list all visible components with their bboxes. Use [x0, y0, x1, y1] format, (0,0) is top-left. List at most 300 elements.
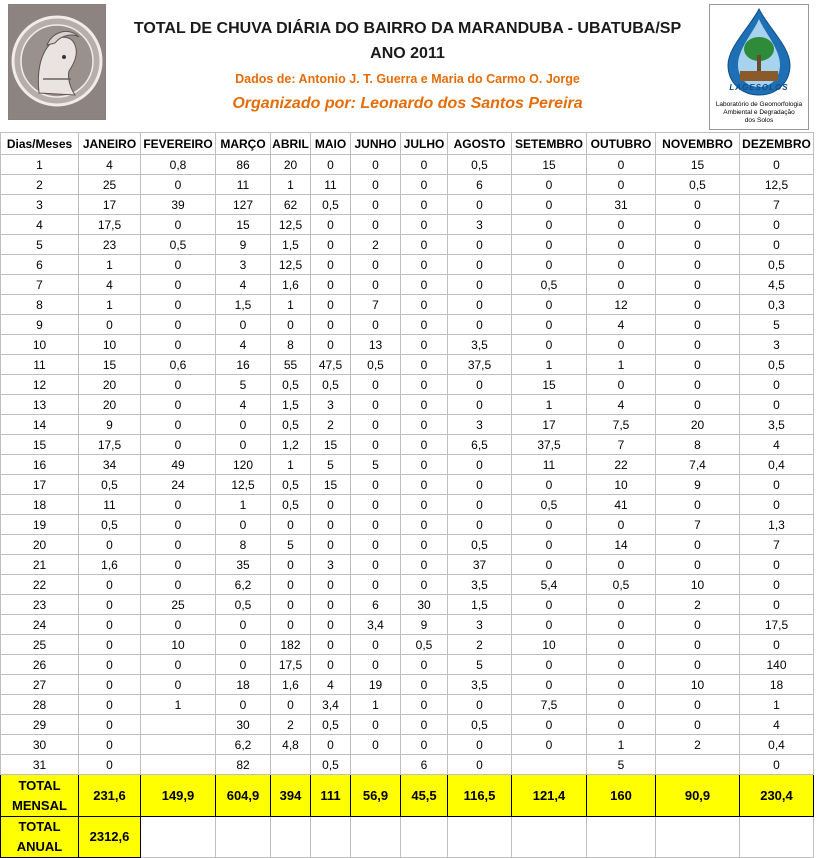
table-row [1, 395, 814, 415]
day-cell: 24 [1, 615, 79, 635]
table-row [1, 235, 814, 255]
rainfall-cell: 0,5 [271, 475, 311, 495]
rainfall-cell: 3,4 [351, 615, 401, 635]
monthly-total-row [1, 775, 814, 817]
table-row [1, 415, 814, 435]
rainfall-cell: 0 [401, 675, 448, 695]
rainfall-cell: 7 [656, 515, 740, 535]
rainfall-cell: 0 [401, 515, 448, 535]
rainfall-cell: 15 [311, 435, 351, 455]
lagesolos-logo [709, 4, 809, 130]
column-header: FEVEREIRO [141, 133, 216, 155]
rainfall-cell: 23 [79, 235, 141, 255]
empty-cell [512, 817, 587, 858]
rainfall-cell: 0 [740, 235, 814, 255]
rainfall-cell: 0 [79, 595, 141, 615]
rainfall-cell: 0 [141, 575, 216, 595]
rainfall-cell: 0 [351, 735, 401, 755]
rainfall-cell: 0 [448, 735, 512, 755]
table-row [1, 755, 814, 775]
rainfall-cell: 2 [351, 235, 401, 255]
rainfall-cell: 0 [351, 635, 401, 655]
rainfall-cell: 0 [656, 275, 740, 295]
rainfall-cell: 2 [448, 635, 512, 655]
rainfall-cell: 0 [351, 555, 401, 575]
table-row [1, 275, 814, 295]
rainfall-cell: 0 [141, 435, 216, 455]
rainfall-cell: 0 [512, 735, 587, 755]
rainfall-cell: 0 [141, 535, 216, 555]
rainfall-cell: 17 [512, 415, 587, 435]
rainfall-cell: 0 [587, 555, 656, 575]
day-cell: 10 [1, 335, 79, 355]
rainfall-cell: 0 [740, 755, 814, 775]
rainfall-cell: 8 [216, 535, 271, 555]
rainfall-cell: 3,5 [448, 575, 512, 595]
rainfall-cell: 7,5 [512, 695, 587, 715]
rainfall-cell [141, 755, 216, 775]
rainfall-cell: 0 [401, 435, 448, 455]
rainfall-cell: 0 [587, 215, 656, 235]
rainfall-cell: 5,4 [512, 575, 587, 595]
rainfall-cell: 1,6 [79, 555, 141, 575]
rainfall-cell: 3 [311, 395, 351, 415]
rainfall-cell: 6 [401, 755, 448, 775]
rainfall-cell: 2 [271, 715, 311, 735]
rainfall-cell: 20 [656, 415, 740, 435]
rainfall-cell: 7 [740, 195, 814, 215]
rainfall-cell: 0 [448, 455, 512, 475]
rainfall-cell: 0 [141, 415, 216, 435]
rainfall-cell: 5 [587, 755, 656, 775]
rainfall-cell: 37,5 [448, 355, 512, 375]
rainfall-cell: 0 [216, 515, 271, 535]
rainfall-cell: 0,5 [141, 235, 216, 255]
rainfall-cell: 0 [656, 355, 740, 375]
rainfall-cell: 7 [587, 435, 656, 455]
university-emblem-logo [8, 4, 106, 120]
table-row [1, 615, 814, 635]
empty-cell [740, 817, 814, 858]
rainfall-cell: 0 [656, 195, 740, 215]
rainfall-cell: 12,5 [271, 255, 311, 275]
rainfall-cell: 3 [448, 415, 512, 435]
rainfall-cell: 7 [740, 535, 814, 555]
rainfall-cell: 6,5 [448, 435, 512, 455]
day-cell: 25 [1, 635, 79, 655]
rainfall-cell: 0 [141, 315, 216, 335]
table-row [1, 315, 814, 335]
rainfall-cell: 20 [271, 155, 311, 175]
rainfall-cell: 0 [448, 275, 512, 295]
rainfall-cell: 0 [351, 515, 401, 535]
rainfall-cell: 0 [79, 615, 141, 635]
monthly-total-cell: 111 [311, 775, 351, 817]
rainfall-cell: 0 [401, 295, 448, 315]
rainfall-cell: 12,5 [271, 215, 311, 235]
rainfall-cell: 0 [351, 495, 401, 515]
column-header: NOVEMBRO [656, 133, 740, 155]
rainfall-cell: 0 [311, 735, 351, 755]
rainfall-cell [141, 715, 216, 735]
rainfall-cell: 0 [401, 575, 448, 595]
rainfall-cell: 0 [351, 275, 401, 295]
rainfall-cell: 0 [79, 635, 141, 655]
rainfall-cell: 55 [271, 355, 311, 375]
table-row [1, 655, 814, 675]
rainfall-cell: 0 [401, 375, 448, 395]
rainfall-cell: 0 [448, 495, 512, 515]
rainfall-cell: 0 [401, 215, 448, 235]
rainfall-cell: 1 [587, 355, 656, 375]
rainfall-cell: 5 [448, 655, 512, 675]
rainfall-cell: 0 [656, 395, 740, 415]
rainfall-cell: 8 [656, 435, 740, 455]
rainfall-cell: 86 [216, 155, 271, 175]
day-cell: 3 [1, 195, 79, 215]
rainfall-cell: 0 [216, 615, 271, 635]
rainfall-cell: 0 [216, 315, 271, 335]
rainfall-cell: 0 [401, 355, 448, 375]
rainfall-cell: 0,5 [271, 415, 311, 435]
monthly-total-cell: 231,6 [79, 775, 141, 817]
rainfall-cell: 0 [512, 615, 587, 635]
rainfall-cell: 0 [401, 395, 448, 415]
rainfall-cell: 3 [448, 615, 512, 635]
rainfall-cell: 0 [311, 515, 351, 535]
rainfall-cell: 0 [311, 615, 351, 635]
rainfall-cell: 0 [351, 575, 401, 595]
rainfall-cell: 7,4 [656, 455, 740, 475]
rainfall-table [0, 132, 814, 858]
rainfall-cell: 0 [587, 255, 656, 275]
rainfall-cell: 0 [656, 615, 740, 635]
rainfall-cell: 0 [512, 555, 587, 575]
table-row [1, 455, 814, 475]
rainfall-cell: 0 [141, 275, 216, 295]
rainfall-cell: 1,6 [271, 275, 311, 295]
rainfall-cell: 15 [512, 155, 587, 175]
rainfall-cell: 16 [216, 355, 271, 375]
rainfall-cell: 22 [587, 455, 656, 475]
rainfall-cell: 0 [351, 415, 401, 435]
header [0, 0, 819, 132]
rainfall-cell: 0 [141, 175, 216, 195]
rainfall-cell: 6,2 [216, 575, 271, 595]
rainfall-cell: 0 [512, 515, 587, 535]
annual-total-value: 2312,6 [79, 817, 141, 858]
monthly-total-cell: 45,5 [401, 775, 448, 817]
rainfall-cell: 12 [587, 295, 656, 315]
table-row [1, 555, 814, 575]
day-cell: 22 [1, 575, 79, 595]
day-cell: 8 [1, 295, 79, 315]
day-cell: 9 [1, 315, 79, 335]
rainfall-cell: 30 [401, 595, 448, 615]
monthly-total-cell: 394 [271, 775, 311, 817]
rainfall-cell: 14 [587, 535, 656, 555]
rainfall-cell: 9 [79, 415, 141, 435]
rainfall-cell: 0,5 [656, 175, 740, 195]
annual-total-label-line-2: ANUAL [16, 839, 63, 854]
rainfall-cell: 0 [216, 635, 271, 655]
table-row [1, 515, 814, 535]
rainfall-cell: 0 [216, 435, 271, 455]
rainfall-cell: 4,5 [740, 275, 814, 295]
rainfall-cell: 1 [271, 175, 311, 195]
rainfall-cell: 0 [512, 255, 587, 275]
rainfall-cell: 62 [271, 195, 311, 215]
rainfall-cell: 0 [656, 295, 740, 315]
rainfall-cell: 0 [512, 335, 587, 355]
rainfall-cell: 0,5 [401, 635, 448, 655]
rainfall-cell: 1 [512, 395, 587, 415]
rainfall-cell: 0 [216, 655, 271, 675]
rainfall-cell: 0 [311, 255, 351, 275]
rainfall-cell: 0 [351, 655, 401, 675]
rainfall-cell: 0,4 [740, 455, 814, 475]
rainfall-cell: 0 [401, 735, 448, 755]
rainfall-cell: 0 [79, 655, 141, 675]
column-header: JULHO [401, 133, 448, 155]
day-cell: 27 [1, 675, 79, 695]
rainfall-cell: 0 [311, 535, 351, 555]
rainfall-cell: 0 [401, 555, 448, 575]
rainfall-cell: 0,8 [141, 155, 216, 175]
rainfall-cell: 0 [740, 395, 814, 415]
rainfall-cell: 18 [740, 675, 814, 695]
rainfall-cell: 3 [740, 335, 814, 355]
rainfall-cell: 0 [141, 495, 216, 515]
rainfall-cell: 0,5 [351, 355, 401, 375]
table-row [1, 535, 814, 555]
day-cell: 19 [1, 515, 79, 535]
rainfall-cell: 0 [587, 715, 656, 735]
rainfall-cell: 0 [401, 455, 448, 475]
rainfall-cell: 0 [271, 575, 311, 595]
rainfall-cell: 0 [448, 475, 512, 495]
rainfall-cell: 3 [311, 555, 351, 575]
rainfall-cell: 1 [79, 255, 141, 275]
rainfall-table-container [0, 132, 814, 858]
table-row [1, 435, 814, 455]
day-cell: 12 [1, 375, 79, 395]
rainfall-cell: 0 [740, 595, 814, 615]
rainfall-cell: 1,2 [271, 435, 311, 455]
rainfall-cell: 0 [311, 635, 351, 655]
rainfall-cell: 8 [271, 335, 311, 355]
monthly-total-cell: 116,5 [448, 775, 512, 817]
rainfall-cell: 0 [216, 695, 271, 715]
rainfall-cell: 0 [448, 255, 512, 275]
rainfall-cell: 37,5 [512, 435, 587, 455]
rainfall-cell: 0 [79, 535, 141, 555]
rainfall-cell: 0 [79, 695, 141, 715]
rainfall-cell: 0 [351, 315, 401, 335]
rainfall-cell: 0 [141, 215, 216, 235]
rainfall-cell: 6 [351, 595, 401, 615]
rainfall-cell: 37 [448, 555, 512, 575]
rainfall-cell: 35 [216, 555, 271, 575]
rainfall-cell: 0 [656, 535, 740, 555]
rainfall-cell: 4 [216, 335, 271, 355]
table-row [1, 595, 814, 615]
rainfall-cell: 24 [141, 475, 216, 495]
monthly-total-label [1, 775, 79, 817]
rainfall-cell: 30 [216, 715, 271, 735]
rainfall-cell: 0,5 [216, 595, 271, 615]
rainfall-cell: 0,5 [740, 255, 814, 275]
rainfall-cell: 1 [79, 295, 141, 315]
day-cell: 11 [1, 355, 79, 375]
table-row [1, 155, 814, 175]
organized-by-text: Organizado por: Leonardo dos Santos Pereira [232, 95, 583, 112]
rainfall-cell: 0 [656, 235, 740, 255]
rainfall-cell: 0 [512, 215, 587, 235]
rainfall-cell: 1,5 [271, 235, 311, 255]
rainfall-cell: 0 [311, 235, 351, 255]
rainfall-cell: 10 [656, 575, 740, 595]
rainfall-cell: 0,5 [311, 375, 351, 395]
rainfall-cell: 0 [656, 215, 740, 235]
rainfall-cell: 0 [740, 155, 814, 175]
rainfall-cell: 4 [79, 275, 141, 295]
day-cell: 28 [1, 695, 79, 715]
rainfall-cell: 0 [311, 595, 351, 615]
rainfall-cell: 0 [141, 555, 216, 575]
rainfall-cell: 0 [141, 395, 216, 415]
data-source-text: Dados de: Antonio J. T. Guerra e Maria do Carmo O. Jorge [235, 72, 580, 86]
monthly-total-cell: 149,9 [141, 775, 216, 817]
rainfall-cell: 0 [79, 575, 141, 595]
day-cell: 4 [1, 215, 79, 235]
rainfall-cell: 17 [79, 195, 141, 215]
rainfall-cell: 0 [656, 555, 740, 575]
rainfall-cell: 0 [271, 555, 311, 575]
rainfall-cell: 4 [79, 155, 141, 175]
day-cell: 20 [1, 535, 79, 555]
table-row [1, 175, 814, 195]
monthly-total-cell: 90,9 [656, 775, 740, 817]
rainfall-cell: 5 [351, 455, 401, 475]
lagesolos-caption-1: Laboratório de Geomorfologia [715, 101, 803, 108]
rainfall-cell: 0,5 [311, 715, 351, 735]
rainfall-cell: 0 [401, 335, 448, 355]
rainfall-cell: 15 [311, 475, 351, 495]
rainfall-cell: 0 [587, 655, 656, 675]
rainfall-cell: 1 [141, 695, 216, 715]
rainfall-cell: 0 [401, 195, 448, 215]
day-cell: 30 [1, 735, 79, 755]
rainfall-cell: 2 [656, 595, 740, 615]
rainfall-cell: 0 [512, 535, 587, 555]
rainfall-cell: 0 [271, 615, 311, 635]
rainfall-cell: 0 [311, 575, 351, 595]
rainfall-cell: 0 [351, 435, 401, 455]
rainfall-cell: 0 [271, 515, 311, 535]
rainfall-cell: 0 [448, 315, 512, 335]
rainfall-cell: 0 [448, 375, 512, 395]
column-header: MARÇO [216, 133, 271, 155]
rainfall-cell: 4 [587, 395, 656, 415]
rainfall-cell: 31 [587, 195, 656, 215]
rainfall-cell: 5 [311, 455, 351, 475]
rainfall-cell: 41 [587, 495, 656, 515]
empty-cell [448, 817, 512, 858]
rainfall-cell: 0 [448, 295, 512, 315]
table-row [1, 375, 814, 395]
rainfall-cell: 9 [401, 615, 448, 635]
day-cell: 14 [1, 415, 79, 435]
rainfall-cell: 9 [216, 235, 271, 255]
monthly-total-cell: 230,4 [740, 775, 814, 817]
table-row [1, 255, 814, 275]
rainfall-cell: 0 [448, 515, 512, 535]
rainfall-cell: 0,5 [448, 155, 512, 175]
rainfall-cell: 0 [79, 715, 141, 735]
day-cell: 7 [1, 275, 79, 295]
rainfall-cell: 12,5 [740, 175, 814, 195]
rainfall-cell: 0 [587, 275, 656, 295]
rainfall-cell: 0,5 [311, 195, 351, 215]
rainfall-cell: 0 [401, 315, 448, 335]
rainfall-cell: 4 [740, 435, 814, 455]
rainfall-cell: 25 [79, 175, 141, 195]
rainfall-cell: 0 [512, 175, 587, 195]
column-header: JUNHO [351, 133, 401, 155]
rainfall-cell: 0 [79, 755, 141, 775]
day-cell: 31 [1, 755, 79, 775]
column-header: ABRIL [271, 133, 311, 155]
rainfall-cell: 3 [448, 215, 512, 235]
rainfall-cell: 0 [141, 255, 216, 275]
rainfall-cell: 19 [351, 675, 401, 695]
rainfall-cell: 0 [401, 235, 448, 255]
rainfall-cell: 120 [216, 455, 271, 475]
rainfall-cell: 0 [401, 655, 448, 675]
rainfall-cell: 0 [79, 675, 141, 695]
rainfall-cell: 0 [271, 595, 311, 615]
rainfall-cell: 0 [351, 475, 401, 495]
column-header: DEZEMBRO [740, 133, 814, 155]
rainfall-cell: 0 [79, 735, 141, 755]
rainfall-cell: 0 [401, 415, 448, 435]
rainfall-cell: 10 [141, 635, 216, 655]
rainfall-cell: 0 [141, 375, 216, 395]
day-cell: 18 [1, 495, 79, 515]
rainfall-cell: 0 [79, 315, 141, 335]
title-line-1: TOTAL DE CHUVA DIÁRIA DO BAIRRO DA MARANDUBA - UBATUBA/SP [133, 20, 682, 37]
rainfall-cell: 39 [141, 195, 216, 215]
rainfall-cell: 0,4 [740, 735, 814, 755]
rainfall-cell: 0 [656, 655, 740, 675]
rainfall-cell: 1,5 [216, 295, 271, 315]
rainfall-cell: 0 [512, 655, 587, 675]
monthly-total-cell: 160 [587, 775, 656, 817]
rainfall-cell: 0 [656, 695, 740, 715]
table-row [1, 695, 814, 715]
rainfall-cell: 6,2 [216, 735, 271, 755]
rainfall-cell: 0 [351, 215, 401, 235]
rainfall-cell: 0 [271, 695, 311, 715]
rainfall-cell: 182 [271, 635, 311, 655]
rainfall-cell: 0 [311, 275, 351, 295]
column-header: MAIO [311, 133, 351, 155]
rainfall-cell [656, 755, 740, 775]
rainfall-cell: 5 [271, 535, 311, 555]
rainfall-cell: 0,5 [740, 355, 814, 375]
rainfall-cell: 0 [656, 495, 740, 515]
